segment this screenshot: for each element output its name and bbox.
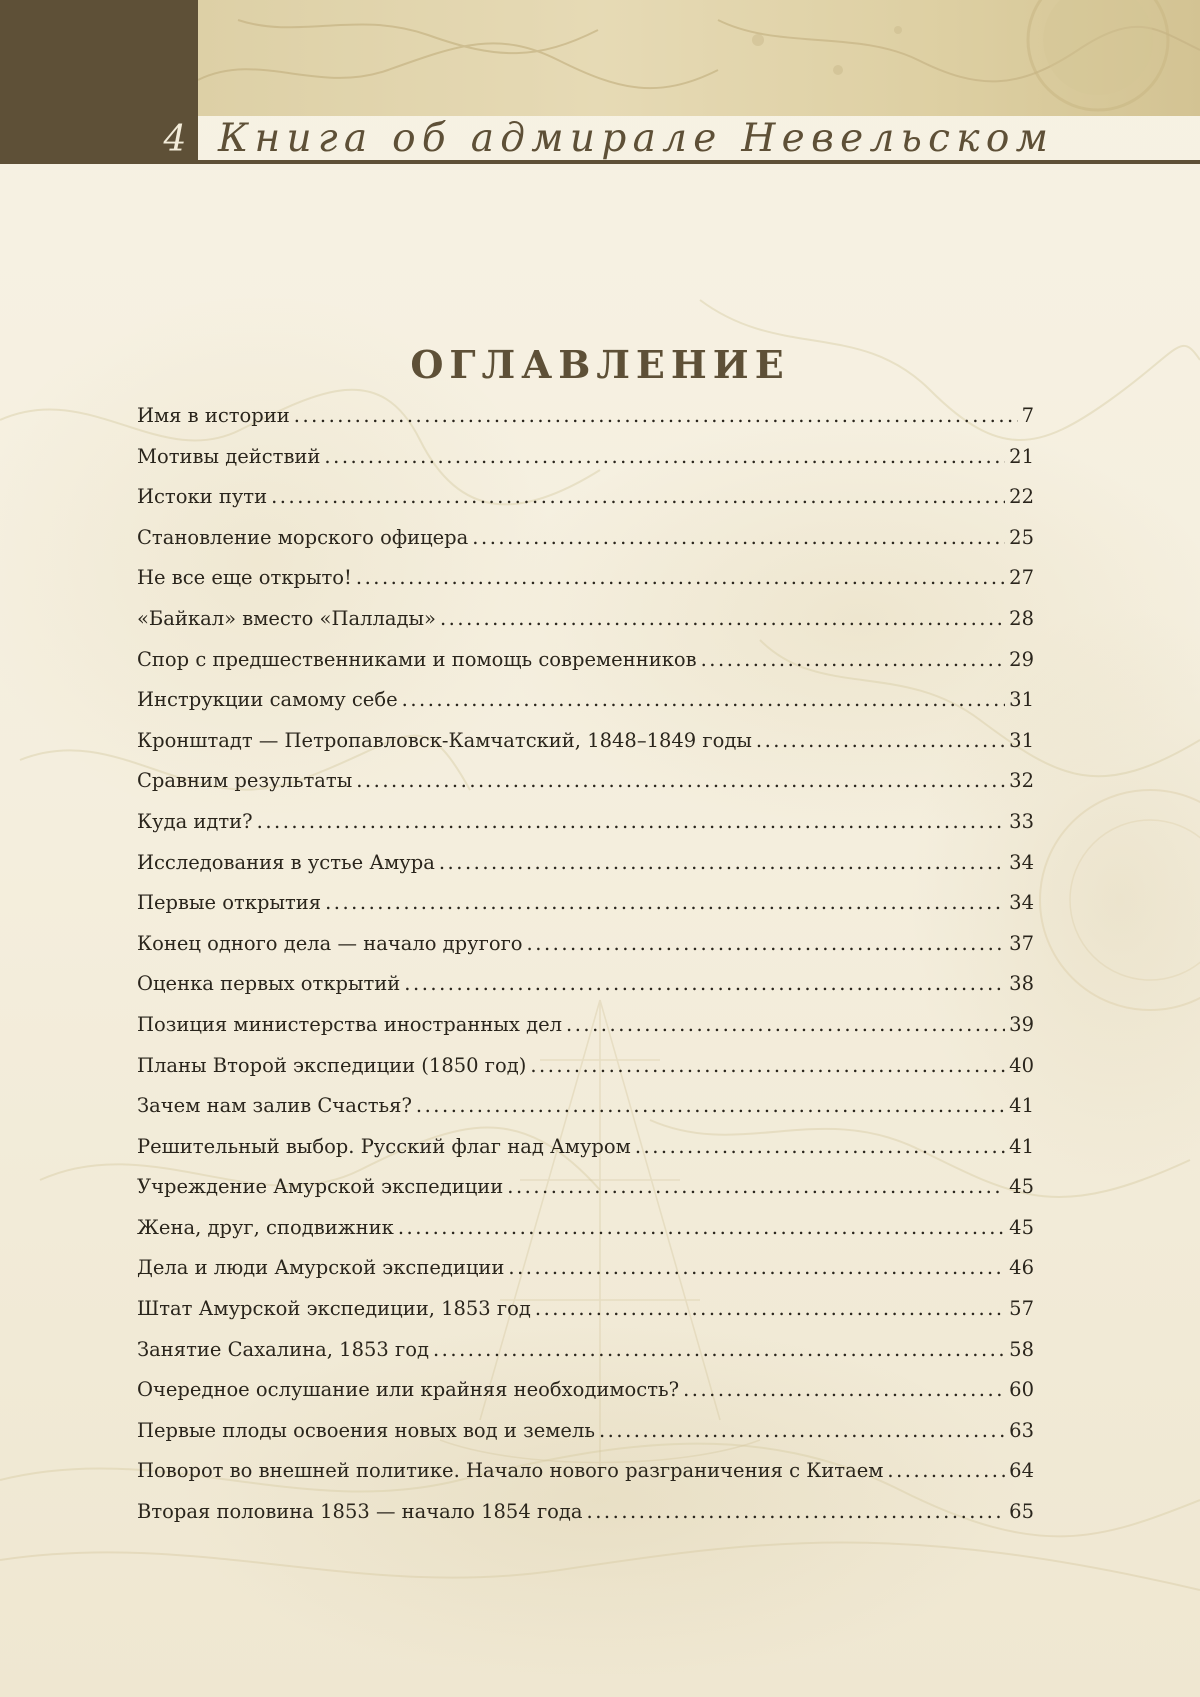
toc-entry[interactable] — [137, 680, 1034, 721]
toc-entry[interactable] — [137, 518, 1034, 559]
toc-entry[interactable] — [137, 1370, 1034, 1411]
toc-dot-leader — [635, 1127, 1005, 1167]
toc-entry-title: Решительный выбор. Русский флаг над Амуром — [137, 1134, 631, 1158]
toc-dot-leader — [325, 883, 1005, 923]
toc-dot-leader — [472, 518, 1005, 558]
toc-entry-title: Не все еще открыто! — [137, 566, 352, 590]
toc-entry-title: Планы Второй экспедиции (1850 год) — [137, 1053, 527, 1077]
toc-entry[interactable] — [137, 477, 1034, 518]
toc-entry-title: «Байкал» вместо «Паллады» — [137, 606, 436, 630]
toc-entry[interactable] — [137, 1208, 1034, 1249]
toc-entry-title: Кронштадт — Петропавловск-Камчатский, 1848–1849 годы — [137, 728, 752, 752]
toc-entry[interactable] — [137, 883, 1034, 924]
toc-dot-leader — [294, 396, 1018, 436]
toc-entry-title: Имя в истории — [137, 404, 290, 427]
toc-entry-page: 27 — [1009, 566, 1034, 590]
toc-entry-page: 39 — [1009, 1012, 1034, 1036]
toc-entry-title: Конец одного дела — начало другого — [137, 931, 523, 955]
toc-entry-title: Учреждение Амурской экспедиции — [137, 1175, 504, 1199]
toc-dot-leader — [587, 1492, 1006, 1532]
toc-entry-page: 32 — [1009, 769, 1034, 793]
toc-entry-page: 21 — [1009, 444, 1034, 468]
toc-dot-leader — [887, 1451, 1005, 1491]
toc-entry-title: Инструкции самому себе — [137, 688, 398, 712]
toc-entry-title: Позиция министерства иностранных дел — [137, 1012, 563, 1036]
toc-entry-title: Очередное ослушание или крайняя необходимость? — [137, 1378, 680, 1402]
toc-entry-page: 22 — [1009, 485, 1034, 509]
toc-entry-title: Штат Амурской экспедиции, 1853 год — [137, 1297, 531, 1321]
toc-dot-leader — [398, 1208, 1005, 1248]
toc-dot-leader — [535, 1289, 1005, 1329]
toc-entry-title: Жена, друг, сподвижник — [137, 1215, 394, 1239]
toc-entry-page: 7 — [1021, 404, 1034, 427]
page-number: 4 — [163, 119, 187, 160]
toc-dot-leader — [356, 761, 1005, 801]
toc-dot-leader — [701, 640, 1006, 680]
toc-entry-page: 37 — [1009, 931, 1034, 955]
toc-dot-leader — [683, 1370, 1005, 1410]
running-title: Книга об адмирале Невельском — [218, 116, 1055, 161]
toc-dot-leader — [416, 1086, 1005, 1126]
toc-entry-page: 40 — [1009, 1053, 1034, 1077]
toc-entry-title: Первые открытия — [137, 891, 322, 915]
toc-entry-title: Поворот во внешней политике. Начало нового разграничения с Китаем — [137, 1459, 884, 1483]
toc-dot-leader — [527, 924, 1006, 964]
toc-entry[interactable] — [137, 924, 1034, 965]
toc-dot-leader — [402, 680, 1006, 720]
toc-entry[interactable] — [137, 1167, 1034, 1208]
toc-dot-leader — [530, 1046, 1005, 1086]
toc-entry[interactable] — [137, 640, 1034, 681]
toc-entry[interactable] — [137, 396, 1034, 437]
toc-dot-leader — [508, 1248, 1005, 1288]
toc-entry-title: Куда идти? — [137, 809, 253, 833]
toc-entry-page: 45 — [1009, 1175, 1034, 1199]
toc-dot-leader — [507, 1167, 1005, 1207]
toc-entry-title: Становление морского офицера — [137, 525, 469, 549]
toc-entry-title: Сравним результаты — [137, 769, 353, 793]
toc-entry-title: Первые плоды освоения новых вод и земель — [137, 1418, 595, 1442]
toc-entry[interactable] — [137, 721, 1034, 762]
toc-entry[interactable] — [137, 802, 1034, 843]
toc-dot-leader — [404, 964, 1005, 1004]
toc-entry-title: Мотивы действий — [137, 444, 321, 468]
toc-heading: ОГЛАВЛЕНИЕ — [410, 342, 790, 388]
toc-entry[interactable] — [137, 1411, 1034, 1452]
toc-entry[interactable] — [137, 843, 1034, 884]
toc-entry[interactable] — [137, 558, 1034, 599]
toc-dot-leader — [356, 558, 1005, 598]
toc-dot-leader — [566, 1005, 1005, 1045]
toc-entry-page: 38 — [1009, 972, 1034, 996]
toc-entry-page: 65 — [1009, 1500, 1034, 1524]
toc-entry-page: 46 — [1009, 1256, 1034, 1280]
toc-dot-leader — [257, 802, 1006, 842]
toc-entry-title: Дела и люди Амурской экспедиции — [137, 1256, 505, 1280]
toc-entry-title: Исследования в устье Амура — [137, 850, 435, 874]
header-map-strip — [198, 0, 1200, 116]
toc-entry[interactable] — [137, 761, 1034, 802]
toc-entry-page: 58 — [1009, 1337, 1034, 1361]
toc-entry-page: 31 — [1009, 728, 1034, 752]
toc-dot-leader — [271, 477, 1005, 517]
toc-entry-page: 41 — [1009, 1094, 1034, 1118]
toc-entry-title: Вторая половина 1853 — начало 1854 года — [137, 1500, 583, 1524]
toc-entry-page: 60 — [1009, 1378, 1034, 1402]
toc-entry-page: 63 — [1009, 1418, 1034, 1442]
toc-entry-title: Занятие Сахалина, 1853 год — [137, 1337, 429, 1361]
toc-dot-leader — [440, 599, 1005, 639]
toc-entry[interactable] — [137, 1046, 1034, 1087]
toc-entry[interactable] — [137, 1289, 1034, 1330]
toc-dot-leader — [324, 437, 1005, 477]
toc-entry[interactable] — [137, 1330, 1034, 1371]
toc-entry-page: 33 — [1009, 809, 1034, 833]
toc-entry-title: Оценка первых открытий — [137, 972, 401, 996]
toc-dot-leader — [756, 721, 1005, 761]
toc-entry[interactable] — [137, 599, 1034, 640]
toc-entry-page: 45 — [1009, 1215, 1034, 1239]
toc-entry-page: 34 — [1009, 850, 1034, 874]
toc-entry-title: Спор с предшественниками и помощь современников — [137, 647, 697, 671]
toc-entry[interactable] — [137, 1127, 1034, 1168]
toc-entry[interactable] — [137, 1492, 1034, 1533]
toc-entry-page: 31 — [1009, 688, 1034, 712]
toc-entry[interactable] — [137, 1451, 1034, 1492]
toc-entry[interactable] — [137, 1005, 1034, 1046]
toc-entry-title: Истоки пути — [137, 485, 268, 509]
toc-entry-page: 57 — [1009, 1297, 1034, 1321]
toc-entry-page: 28 — [1009, 606, 1034, 630]
toc-entry-page: 41 — [1009, 1134, 1034, 1158]
toc-dot-leader — [433, 1330, 1005, 1370]
toc-entry-title: Зачем нам залив Счастья? — [137, 1094, 412, 1118]
toc-entry-page: 34 — [1009, 891, 1034, 915]
toc-entry[interactable] — [137, 1248, 1034, 1289]
toc-dot-leader — [439, 843, 1005, 883]
toc-entry-page: 29 — [1009, 647, 1034, 671]
toc-entry-page: 64 — [1009, 1459, 1034, 1483]
table-of-contents — [137, 396, 1034, 1533]
toc-entry[interactable] — [137, 1086, 1034, 1127]
toc-entry[interactable] — [137, 437, 1034, 478]
toc-entry-page: 25 — [1009, 525, 1034, 549]
toc-entry[interactable] — [137, 964, 1034, 1005]
toc-dot-leader — [599, 1411, 1005, 1451]
